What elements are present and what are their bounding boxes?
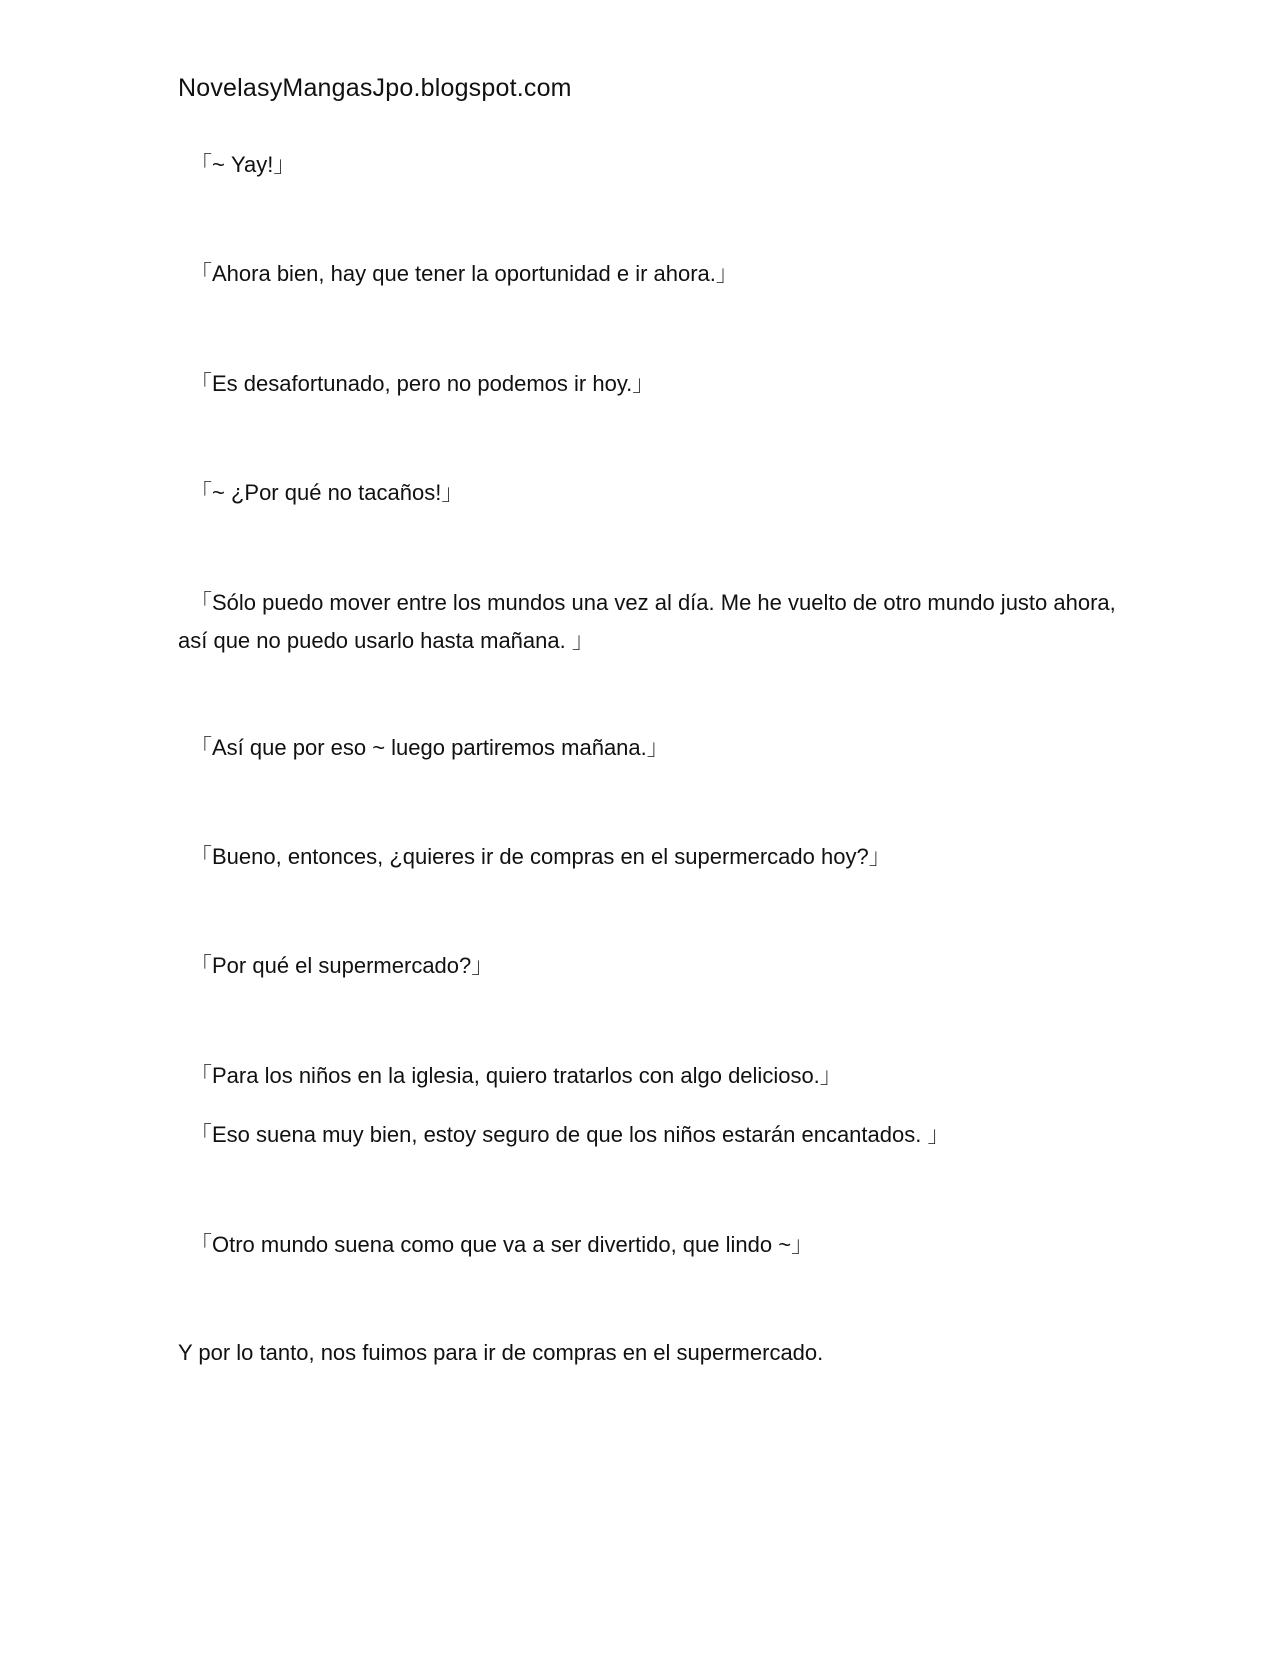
dialogue-line: 「Es desafortunado, pero no podemos ir hoy.」 [190,371,655,396]
dialogue-line: 「~ ¿Por qué no tacaños!」 [190,480,464,505]
dialogue-line: 「~ Yay!」 [190,152,296,177]
dialogue-line: 「Otro mundo suena como que va a ser divertido, que lindo ~」 [190,1232,814,1257]
dialogue-line: 「Bueno, entonces, ¿quieres ir de compras en el supermercado hoy?」 [190,844,891,869]
site-header: NovelasyMangasJpo.blogspot.com [178,74,572,102]
dialogue-line: 「Así que por eso ~ luego partiremos mañana.」 [190,735,669,760]
dialogue-line: 「Eso suena muy bien, estoy seguro de que los niños estarán encantados. 」 [190,1122,950,1147]
dialogue-paragraph: 「Sólo puedo mover entre los mundos una vez al día. Me he vuelto de otro mundo justo ahora, así que no puedo usarlo hasta mañana. 」 [178,590,1116,653]
narration-line: Y por lo tanto, nos fuimos para ir de compras en el supermercado. [178,1340,824,1365]
dialogue-line: 「Ahora bien, hay que tener la oportunidad e ir ahora.」 [190,261,738,286]
dialogue-line: 「Por qué el supermercado?」 [190,953,494,978]
dialogue-line: 「Para los niños en la iglesia, quiero tratarlos con algo delicioso.」 [190,1063,842,1088]
